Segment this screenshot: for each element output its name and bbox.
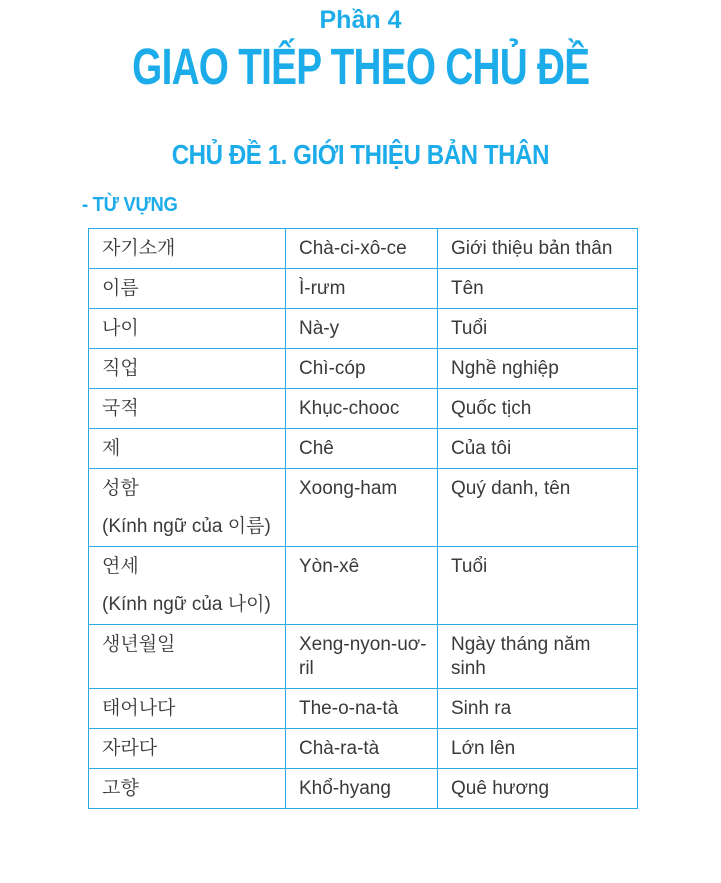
korean-word: 연세 xyxy=(102,556,139,577)
korean-cell xyxy=(89,547,286,625)
korean-cell xyxy=(89,769,286,809)
pronunciation-cell: Ì-rưm xyxy=(286,269,438,309)
meaning-cell: Quê hương xyxy=(438,769,638,809)
korean-cell xyxy=(89,349,286,389)
meaning-cell: Quốc tịch xyxy=(438,389,638,429)
vocab-table-row xyxy=(89,729,638,769)
meaning-cell: Của tôi xyxy=(438,429,638,469)
main-title xyxy=(0,40,721,94)
korean-word: 제 xyxy=(102,438,121,459)
korean-word: 나이 xyxy=(102,318,139,339)
section-label-vocabulary: - TỪ VỰNG xyxy=(82,194,178,216)
vocab-table xyxy=(88,228,638,809)
vocab-table-row xyxy=(89,689,638,729)
meaning-cell: Quý danh, tên xyxy=(438,469,638,547)
korean-cell xyxy=(89,625,286,689)
vocab-table-row xyxy=(89,469,638,547)
vocab-table-row xyxy=(89,547,638,625)
korean-note: (Kính ngữ của 나이) xyxy=(102,594,271,615)
korean-word: 생년월일 xyxy=(102,634,176,655)
part-label: Phần 4 xyxy=(319,6,402,34)
vocab-table-row xyxy=(89,625,638,689)
topic-title xyxy=(0,140,721,170)
pronunciation-cell: Chê xyxy=(286,429,438,469)
korean-cell xyxy=(89,469,286,547)
vocab-table-row xyxy=(89,429,638,469)
vocab-table-row xyxy=(89,769,638,809)
meaning-cell: Ngày tháng năm sinh xyxy=(438,625,638,689)
meaning-cell: Tuổi xyxy=(438,547,638,625)
pronunciation-cell: Chà-ci-xô-ce xyxy=(286,229,438,269)
korean-word: 자라다 xyxy=(102,738,158,759)
korean-cell xyxy=(89,689,286,729)
pronunciation-cell: Chì-cóp xyxy=(286,349,438,389)
pronunciation-cell: Xoong-ham xyxy=(286,469,438,547)
pronunciation-cell: Chà-ra-tà xyxy=(286,729,438,769)
korean-word: 태어나다 xyxy=(102,698,176,719)
korean-cell xyxy=(89,229,286,269)
vocab-table-row xyxy=(89,389,638,429)
korean-note: (Kính ngữ của 이름) xyxy=(102,516,271,537)
meaning-cell: Lớn lên xyxy=(438,729,638,769)
pronunciation-cell: Yòn-xê xyxy=(286,547,438,625)
korean-word: 국적 xyxy=(102,398,139,419)
meaning-cell: Tuổi xyxy=(438,309,638,349)
vocab-table-row xyxy=(89,269,638,309)
korean-cell xyxy=(89,429,286,469)
korean-word: 성함 xyxy=(102,478,139,499)
pronunciation-cell: Khục-chooc xyxy=(286,389,438,429)
korean-word: 자기소개 xyxy=(102,238,176,259)
topic-title-text: CHỦ ĐỀ 1. GIỚI THIỆU BẢN THÂN xyxy=(171,139,550,170)
korean-cell xyxy=(89,389,286,429)
pronunciation-cell: Xeng-nyon-uơ-ril xyxy=(286,625,438,689)
meaning-cell: Giới thiệu bản thân xyxy=(438,229,638,269)
korean-word: 이름 xyxy=(102,278,139,299)
vocab-table-row xyxy=(89,349,638,389)
meaning-cell: Tên xyxy=(438,269,638,309)
vocab-table-row xyxy=(89,309,638,349)
pronunciation-cell: Nà-y xyxy=(286,309,438,349)
main-title-text: GIAO TIẾP THEO CHỦ ĐỀ xyxy=(131,38,590,95)
vocab-table-row xyxy=(89,229,638,269)
meaning-cell: Sinh ra xyxy=(438,689,638,729)
meaning-cell: Nghề nghiệp xyxy=(438,349,638,389)
korean-word: 고향 xyxy=(102,778,139,799)
pronunciation-cell: The-o-na-tà xyxy=(286,689,438,729)
korean-cell xyxy=(89,309,286,349)
korean-cell xyxy=(89,729,286,769)
korean-word: 직업 xyxy=(102,358,139,379)
korean-cell xyxy=(89,269,286,309)
pronunciation-cell: Khổ-hyang xyxy=(286,769,438,809)
